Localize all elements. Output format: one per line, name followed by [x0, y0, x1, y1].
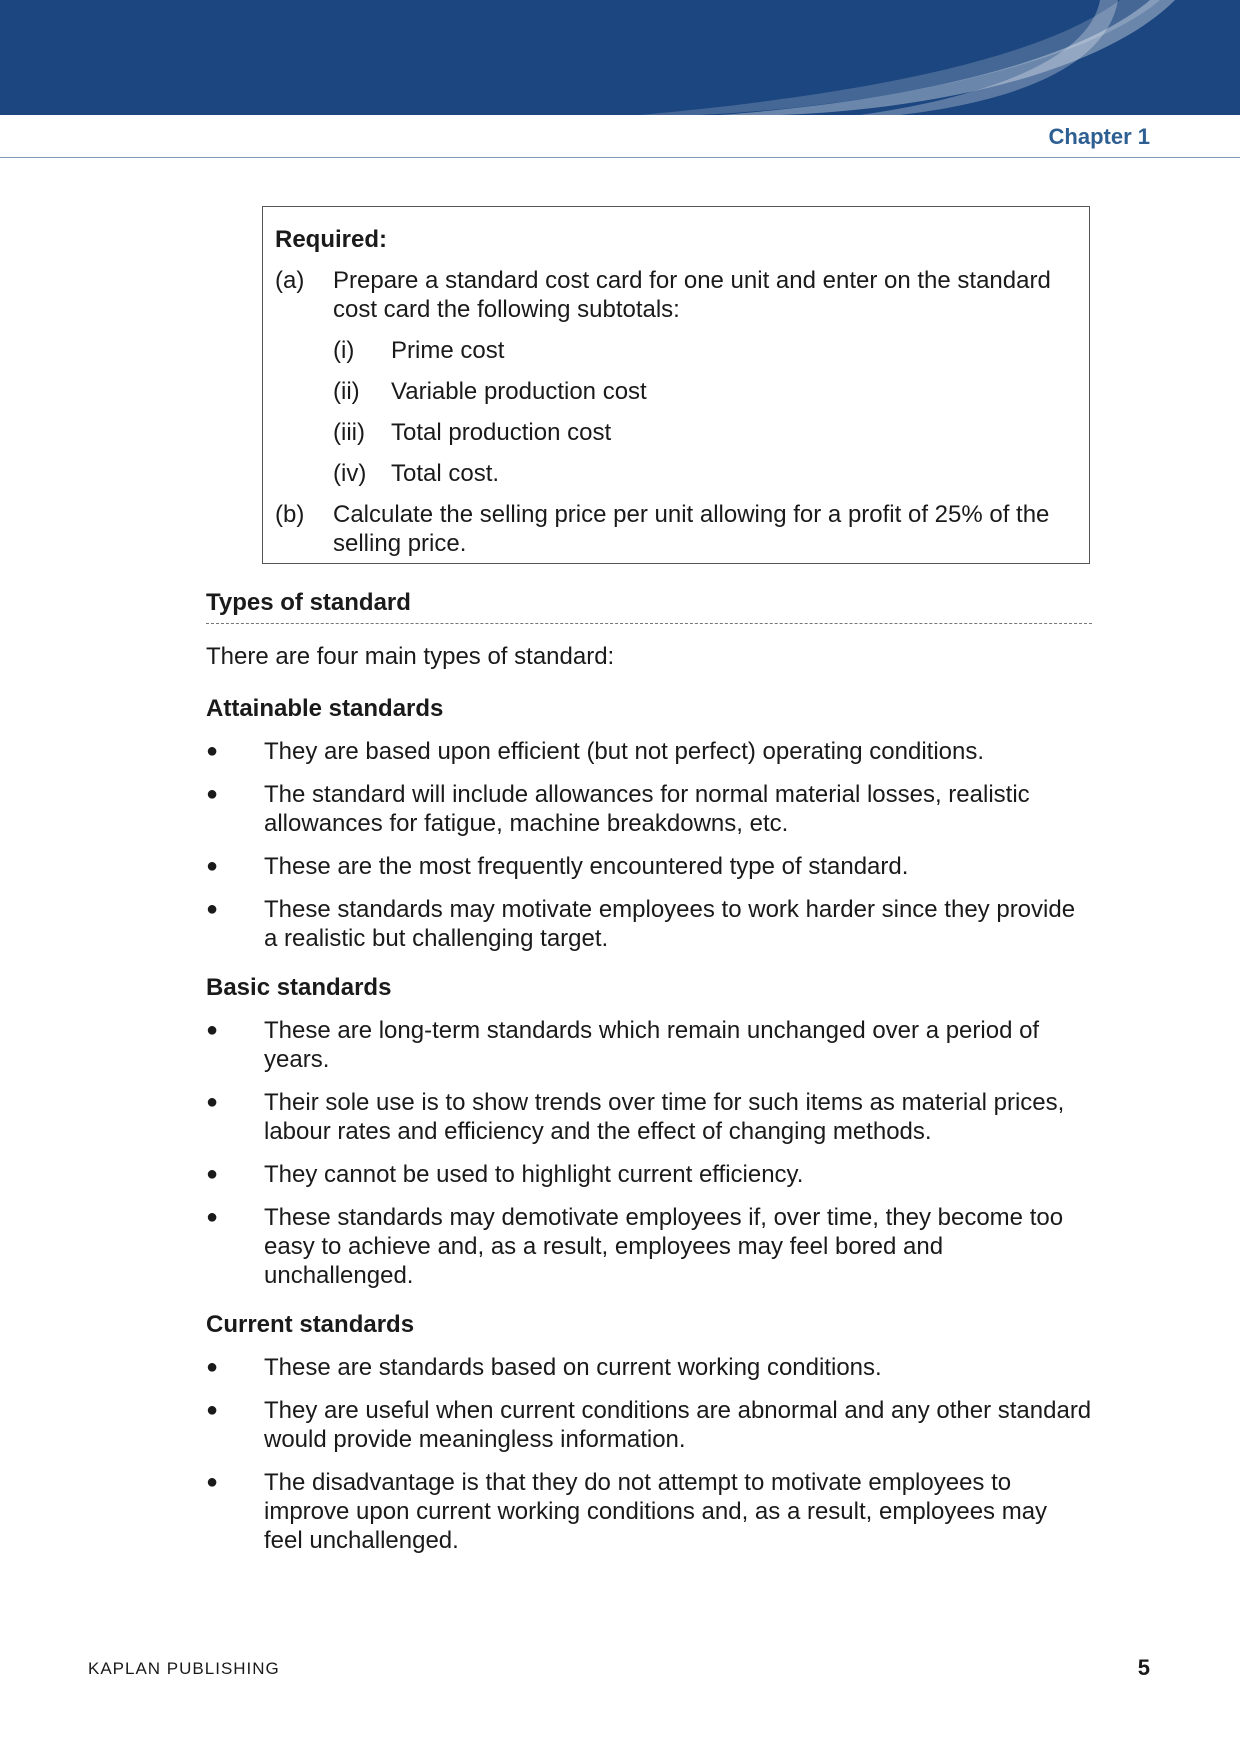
bullet-icon: ● [206, 1206, 219, 1228]
list-item [206, 1468, 1092, 1555]
list-item-text: These are the most frequently encountered type of standard. [264, 853, 909, 880]
bullet-icon: ● [206, 855, 219, 877]
attainable-heading: Attainable standards [206, 695, 444, 722]
bullet-icon: ● [206, 783, 219, 805]
subitem-text: Variable production cost [391, 378, 647, 405]
required-item-b [275, 500, 1079, 558]
item-b-marker: (b) [275, 501, 305, 528]
subitem-text: Total cost. [391, 460, 500, 487]
chapter-label: Chapter 1 [1048, 124, 1150, 149]
list-item-text: These standards may motivate employees to work harder since they provide a realistic but challenging target. [264, 896, 1076, 952]
bullet-icon: ● [206, 1356, 219, 1378]
subitem-text: Prime cost [391, 337, 505, 364]
bullet-icon: ● [206, 1471, 219, 1493]
list-item-text: These are standards based on current working conditions. [264, 1354, 882, 1381]
bullet-icon: ● [206, 1091, 219, 1113]
section-heading: Types of standard [206, 589, 1092, 624]
list-item [206, 895, 1092, 953]
section-intro: There are four main types of standard: [206, 643, 615, 670]
list-item-text: These are long-term standards which remain unchanged over a period of years. [264, 1017, 1040, 1073]
page-number: 5 [1137, 1655, 1150, 1680]
bullet-icon: ● [206, 1399, 219, 1421]
current-heading: Current standards [206, 1311, 415, 1338]
list-item-text: Their sole use is to show trends over time for such items as material prices, labour rates and efficiency and the effect of changing methods. [264, 1089, 1065, 1145]
subitem-marker: (iii) [333, 419, 365, 446]
required-box [262, 206, 1090, 564]
item-b-text: Calculate the selling price per unit allowing for a profit of 25% of the selling price. [333, 501, 1050, 557]
subitem-marker: (ii) [333, 378, 360, 405]
subitem-marker: (i) [333, 337, 355, 364]
bullet-icon: ● [206, 1019, 219, 1041]
header-band [0, 0, 1240, 115]
list-item-text: They are useful when current conditions are abnormal and any other standard would provide meaningless information. [264, 1397, 1092, 1453]
bullet-icon: ● [206, 740, 219, 762]
bullet-icon: ● [206, 1163, 219, 1185]
footer-publisher: KAPLAN PUBLISHING [88, 1659, 280, 1678]
list-item-text: The disadvantage is that they do not attempt to motivate employees to improve upon current working conditions and, as a result, employees may feel unchallenged. [264, 1469, 1048, 1554]
required-title: Required: [275, 226, 388, 253]
subitem [333, 418, 1079, 447]
basic-heading: Basic standards [206, 974, 392, 1001]
item-a-marker: (a) [275, 267, 305, 294]
list-item-text: They cannot be used to highlight current efficiency. [264, 1161, 804, 1188]
header-divider [0, 157, 1240, 158]
subitem-marker: (iv) [333, 460, 367, 487]
list-item [206, 1353, 1092, 1382]
bullet-icon: ● [206, 898, 219, 920]
list-item [206, 780, 1092, 838]
item-a-text: Prepare a standard cost card for one unit and enter on the standard cost card the following subtotals: [333, 267, 1051, 323]
list-item [206, 852, 1092, 881]
subitem [333, 336, 1079, 365]
list-item-text: These standards may demotivate employees if, over time, they become too easy to achieve and, as a result, employees may feel bored and unchallenged. [264, 1204, 1064, 1289]
required-item-a [275, 266, 1079, 324]
list-item [206, 1088, 1092, 1146]
list-item-text: They are based upon efficient (but not perfect) operating conditions. [264, 738, 985, 765]
list-item [206, 1016, 1092, 1074]
list-item [206, 1160, 1092, 1189]
subitem [333, 459, 1079, 488]
subitem-text: Total production cost [391, 419, 612, 446]
list-item [206, 1203, 1092, 1290]
subitem [333, 377, 1079, 406]
standards-content [206, 694, 1092, 1569]
header-swoosh-graphic [0, 0, 1240, 115]
list-item-text: The standard will include allowances for normal material losses, realistic allowances for fatigue, machine breakdowns, etc. [264, 781, 1030, 837]
list-item [206, 737, 1092, 766]
list-item [206, 1396, 1092, 1454]
